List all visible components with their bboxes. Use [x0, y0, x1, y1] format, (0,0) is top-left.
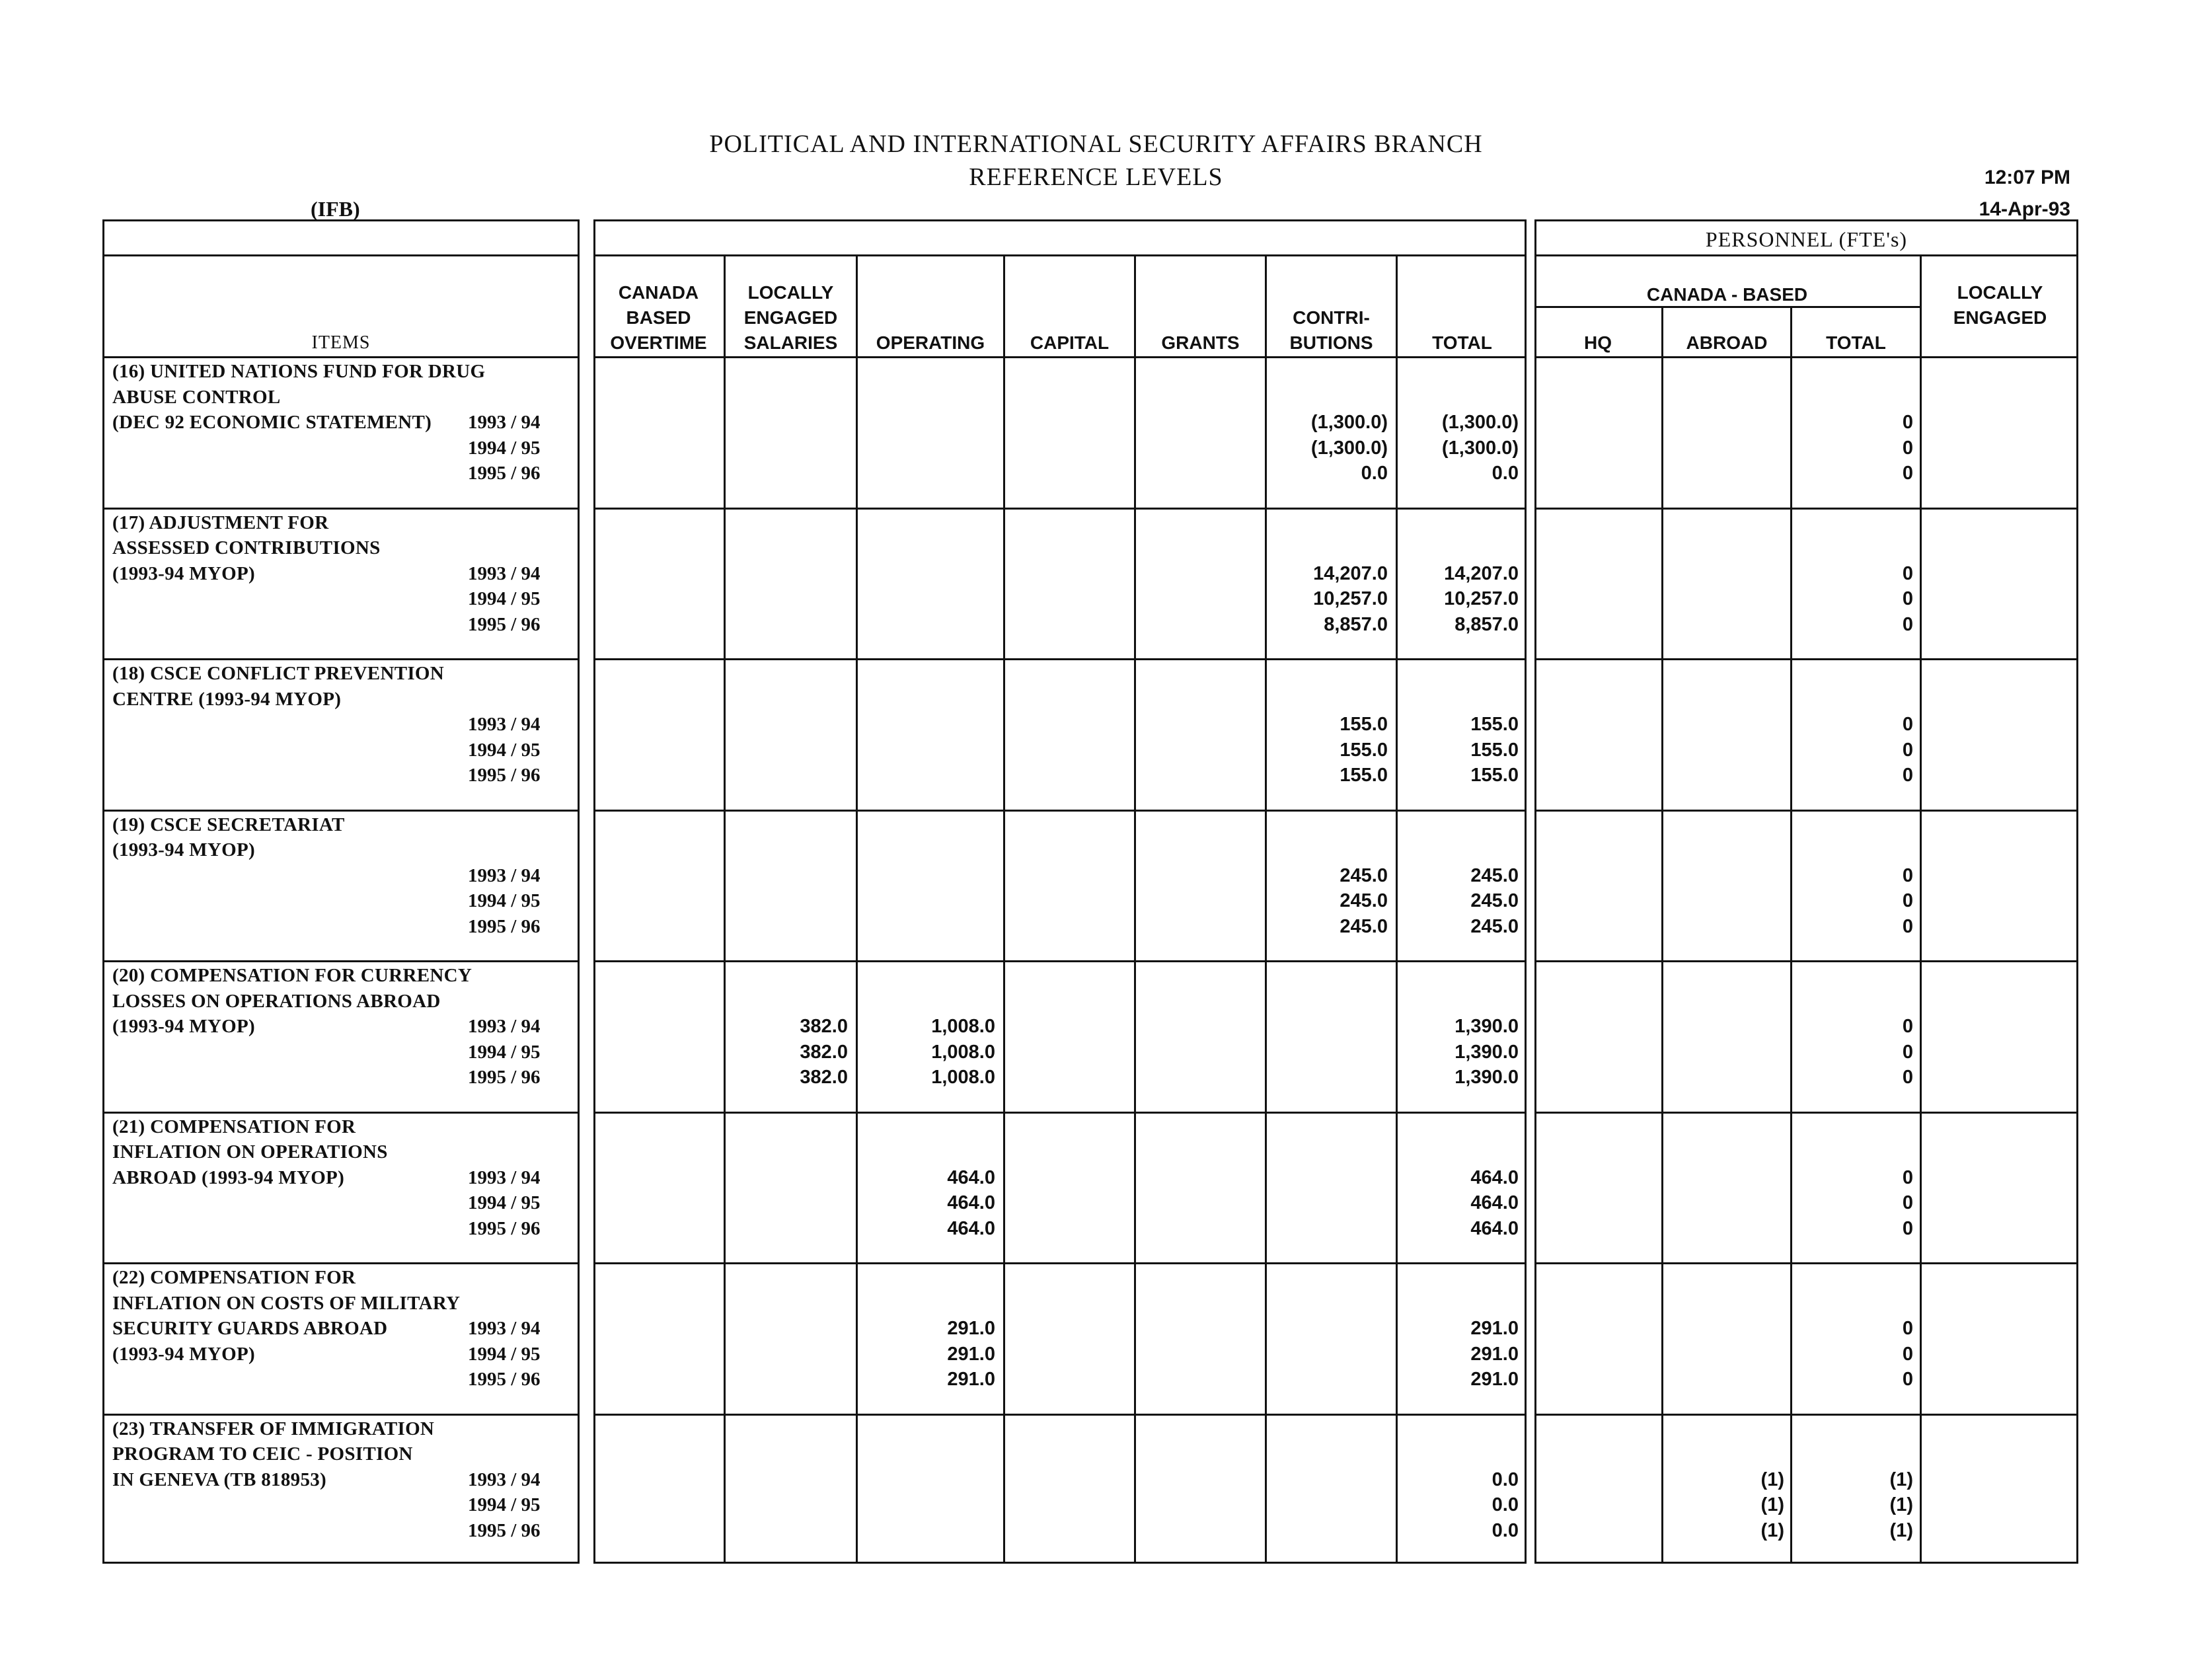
column-divider: [1003, 254, 1005, 1564]
fiscal-year: 1994 / 95: [468, 1343, 541, 1365]
cell-operating: 1,008.0: [931, 1016, 995, 1037]
cell-contributions: 0.0: [1361, 463, 1388, 484]
item-description: (17) ADJUSTMENT FOR ASSESSED CONTRIBUTIONS (1993-94 MYOP): [112, 512, 381, 584]
cell-operating: 1,008.0: [931, 1067, 995, 1088]
cell-total: (1,300.0): [1441, 437, 1519, 459]
row-divider: [1534, 1112, 2078, 1114]
cell-personnel-total: 0: [1902, 1166, 1913, 1188]
cell-total: 0.0: [1492, 1519, 1519, 1541]
cell-contributions: 14,207.0: [1313, 562, 1388, 584]
cell-personnel-total: 0: [1902, 739, 1913, 761]
cell-total: 0.0: [1492, 1469, 1519, 1490]
column-divider: [1134, 254, 1136, 1564]
page-subtitle: REFERENCE LEVELS: [969, 163, 1223, 191]
fiscal-year: 1994 / 95: [468, 1494, 541, 1515]
cell-personnel-total: 0: [1902, 1369, 1913, 1390]
row-divider: [102, 508, 580, 510]
cell-total: 245.0: [1470, 915, 1519, 937]
cell-contributions: 8,857.0: [1324, 613, 1388, 635]
cell-personnel-total: 0: [1902, 562, 1913, 584]
fiscal-year: 1995 / 96: [468, 463, 541, 484]
col-locally-engaged-salaries: LOCALLY ENGAGED SALARIES: [743, 282, 838, 353]
cell-operating: 464.0: [947, 1217, 995, 1239]
print-date: 14-Apr-93: [1979, 198, 2070, 220]
row-divider: [593, 810, 1527, 812]
cell-total: 1,390.0: [1455, 1067, 1519, 1088]
cell-contributions: 245.0: [1340, 864, 1388, 886]
fiscal-year: 1995 / 96: [468, 1519, 541, 1541]
row-divider: [1534, 658, 2078, 660]
personnel-title-line: [1534, 254, 2078, 256]
item-description: (18) CSCE CONFLICT PREVENTION CENTRE (1993-94 MYOP): [112, 663, 445, 710]
cell-operating: 291.0: [947, 1343, 995, 1365]
cell-personnel-total: 0: [1902, 412, 1913, 433]
cell-operating: 291.0: [947, 1318, 995, 1339]
cell-operating: 291.0: [947, 1369, 995, 1390]
fiscal-year: 1995 / 96: [468, 613, 541, 635]
fiscal-year: 1993 / 94: [468, 714, 541, 735]
fiscal-year: 1993 / 94: [468, 1016, 541, 1037]
col-contributions: CONTRI- BUTIONS: [1289, 307, 1373, 353]
cell-contributions: (1,300.0): [1310, 437, 1388, 459]
fiscal-year: 1993 / 94: [468, 1166, 541, 1188]
row-divider: [102, 810, 580, 812]
cell-total: 464.0: [1470, 1166, 1519, 1188]
cell-les: 382.0: [800, 1016, 848, 1037]
cell-total: 155.0: [1470, 765, 1519, 786]
cell-personnel-total: 0: [1902, 437, 1913, 459]
col-operating: OPERATING: [876, 332, 985, 353]
item-description: (19) CSCE SECRETARIAT (1993-94 MYOP): [112, 814, 345, 860]
cell-total: 10,257.0: [1444, 588, 1519, 609]
top-strip-line: [593, 254, 1527, 256]
cell-personnel-total: (1): [1889, 1519, 1913, 1541]
cell-contributions: 10,257.0: [1313, 588, 1388, 609]
branch-code: (IFB): [311, 197, 360, 221]
cell-les: 382.0: [800, 1041, 848, 1063]
cell-operating: 464.0: [947, 1166, 995, 1188]
fiscal-year: 1995 / 96: [468, 1067, 541, 1088]
row-divider: [1534, 508, 2078, 510]
fiscal-year: 1994 / 95: [468, 739, 541, 761]
item-description: (20) COMPENSATION FOR CURRENCY LOSSES ON OPERATIONS ABROAD (1993-94 MYOP): [112, 965, 472, 1037]
cell-total: 1,390.0: [1455, 1041, 1519, 1063]
item-description: (16) UNITED NATIONS FUND FOR DRUG ABUSE CONTROL (DEC 92 ECONOMIC STATEMENT): [112, 361, 486, 433]
cell-total: 155.0: [1470, 714, 1519, 735]
row-divider: [102, 960, 580, 962]
cell-abroad: (1): [1760, 1494, 1784, 1515]
row-divider: [1534, 1262, 2078, 1264]
cell-personnel-total: 0: [1902, 765, 1913, 786]
column-divider: [724, 254, 726, 1564]
row-divider: [1534, 356, 2078, 358]
row-divider: [102, 1414, 580, 1416]
cell-operating: 1,008.0: [931, 1041, 995, 1063]
fiscal-year: 1993 / 94: [468, 412, 541, 433]
row-divider: [593, 658, 1527, 660]
cell-personnel-total: 0: [1902, 463, 1913, 484]
top-strip-line: [102, 254, 580, 256]
column-divider: [1920, 254, 1922, 1564]
row-divider: [593, 356, 1527, 358]
cell-personnel-total: 0: [1902, 1192, 1913, 1213]
col-locally-engaged: LOCALLY ENGAGED: [1953, 282, 2047, 328]
cell-personnel-total: 0: [1902, 890, 1913, 911]
fiscal-year: 1995 / 96: [468, 915, 541, 937]
page-title: POLITICAL AND INTERNATIONAL SECURITY AFFAIRS BRANCH: [709, 130, 1483, 158]
col-abroad: ABROAD: [1686, 332, 1768, 353]
cell-personnel-total: 0: [1902, 915, 1913, 937]
fiscal-year: 1993 / 94: [468, 864, 541, 886]
cell-contributions: 245.0: [1340, 890, 1388, 911]
cell-total: 0.0: [1492, 463, 1519, 484]
cell-contributions: 155.0: [1340, 739, 1388, 761]
cell-total: 8,857.0: [1455, 613, 1519, 635]
cell-total: 245.0: [1470, 890, 1519, 911]
cell-total: 14,207.0: [1444, 562, 1519, 584]
row-divider: [593, 1112, 1527, 1114]
cell-personnel-total: (1): [1889, 1469, 1913, 1490]
col-hq: HQ: [1584, 332, 1612, 353]
column-divider: [856, 254, 858, 1564]
cell-abroad: (1): [1760, 1469, 1784, 1490]
cell-personnel-total: (1): [1889, 1494, 1913, 1515]
cell-personnel-total: 0: [1902, 1217, 1913, 1239]
row-divider: [102, 356, 580, 358]
cell-contributions: (1,300.0): [1310, 412, 1388, 433]
cell-total: 464.0: [1470, 1192, 1519, 1213]
cell-personnel-total: 0: [1902, 613, 1913, 635]
item-description: (22) COMPENSATION FOR INFLATION ON COSTS OF MILITARY SECURITY GUARDS ABROAD (1993-94 MYOP): [112, 1267, 461, 1365]
column-divider: [1661, 306, 1663, 1564]
row-divider: [593, 960, 1527, 962]
fiscal-year: 1994 / 95: [468, 437, 541, 459]
cell-personnel-total: 0: [1902, 1067, 1913, 1088]
item-description: (21) COMPENSATION FOR INFLATION ON OPERATIONS ABROAD (1993-94 MYOP): [112, 1116, 388, 1188]
row-divider: [593, 508, 1527, 510]
row-divider: [1534, 960, 2078, 962]
cell-total: 464.0: [1470, 1217, 1519, 1239]
cell-total: 291.0: [1470, 1318, 1519, 1339]
cell-contributions: 155.0: [1340, 765, 1388, 786]
cell-personnel-total: 0: [1902, 1318, 1913, 1339]
row-divider: [102, 1262, 580, 1264]
cell-total: 291.0: [1470, 1369, 1519, 1390]
cell-total: 1,390.0: [1455, 1016, 1519, 1037]
cell-operating: 464.0: [947, 1192, 995, 1213]
fiscal-year: 1994 / 95: [468, 890, 541, 911]
cell-total: 291.0: [1470, 1343, 1519, 1365]
col-personnel-total: TOTAL: [1826, 332, 1886, 353]
row-divider: [102, 658, 580, 660]
cell-personnel-total: 0: [1902, 588, 1913, 609]
cell-personnel-total: 0: [1902, 1016, 1913, 1037]
row-divider: [593, 1262, 1527, 1264]
cell-personnel-total: 0: [1902, 1343, 1913, 1365]
cell-les: 382.0: [800, 1067, 848, 1088]
cell-total: 245.0: [1470, 864, 1519, 886]
print-time: 12:07 PM: [1984, 167, 2070, 188]
cell-contributions: 155.0: [1340, 714, 1388, 735]
col-canada-based: CANADA - BASED: [1646, 284, 1808, 305]
fiscal-year: 1995 / 96: [468, 1217, 541, 1239]
cell-personnel-total: 0: [1902, 1041, 1913, 1063]
cell-total: (1,300.0): [1441, 412, 1519, 433]
row-divider: [593, 1414, 1527, 1416]
fiscal-year: 1993 / 94: [468, 1469, 541, 1490]
cell-contributions: 245.0: [1340, 915, 1388, 937]
row-divider: [1534, 810, 2078, 812]
fiscal-year: 1995 / 96: [468, 765, 541, 786]
fiscal-year: 1994 / 95: [468, 1192, 541, 1213]
row-divider: [102, 1112, 580, 1114]
cell-total: 155.0: [1470, 739, 1519, 761]
col-grants: GRANTS: [1161, 332, 1240, 353]
item-description: (23) TRANSFER OF IMMIGRATION PROGRAM TO CEIC - POSITION IN GENEVA (TB 818953): [112, 1418, 435, 1490]
row-divider: [1534, 1414, 2078, 1416]
fiscal-year: 1993 / 94: [468, 562, 541, 584]
col-capital: CAPITAL: [1030, 332, 1110, 353]
cell-personnel-total: 0: [1902, 714, 1913, 735]
fiscal-year: 1994 / 95: [468, 1041, 541, 1063]
cell-total: 0.0: [1492, 1494, 1519, 1515]
fiscal-year: 1994 / 95: [468, 588, 541, 609]
cell-abroad: (1): [1760, 1519, 1784, 1541]
fiscal-year: 1995 / 96: [468, 1369, 541, 1390]
col-total: TOTAL: [1432, 332, 1492, 353]
col-items: ITEMS: [311, 332, 371, 353]
col-canada-based-overtime: CANADA BASED OVERTIME: [610, 282, 707, 353]
fiscal-year: 1993 / 94: [468, 1318, 541, 1339]
cell-personnel-total: 0: [1902, 864, 1913, 886]
col-personnel: PERSONNEL (FTE's): [1705, 227, 1908, 251]
